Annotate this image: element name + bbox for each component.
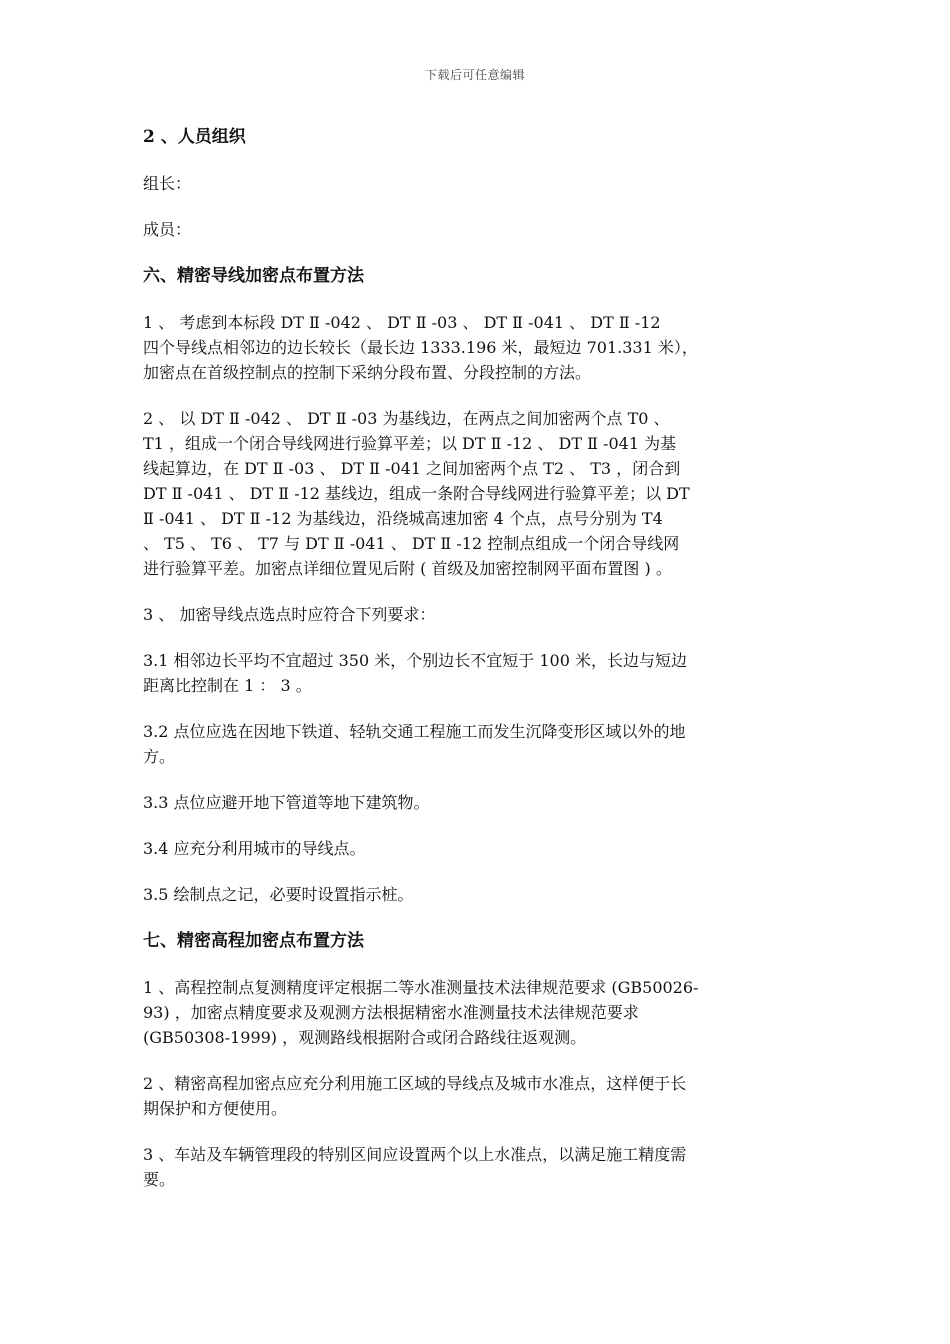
team-leader-line: 组长：	[143, 174, 192, 193]
section-7-item-2: 2 、精密高程加密点应充分利用施工区域的导线点及城市水准点，这样便于长 期保护和方便使用。	[143, 1074, 687, 1118]
section-6-item-2: 2 、 以 DT Ⅱ -042 、 DT Ⅱ -03 为基线边，在两点之间加密两个点 T0 、 T1 ，组成一个闭合导线网进行验算平差；以 DT Ⅱ -12 、 DT Ⅱ -041 为基 线起算边，在 DT Ⅱ -03 、 DT Ⅱ -041 之间加密两个点 T2 、 T3 ，闭合到 DT Ⅱ -041 、 DT Ⅱ -12 基线边，组成一条附合导线网进行验算平差；以 DT Ⅱ -041 、 DT Ⅱ -12 为基线边，沿绕城高速加密 4 个点，点号分别为 T4 、 T5 、 T6 、 T7 与 DT Ⅱ -041 、 DT Ⅱ -12 控制点组成一个闭合导线网 进行验算平差。加密点详细位置见后附 ( 首级及加密控制网平面布置图 ) 。	[143, 409, 690, 578]
section-7-item-1: 1 、高程控制点复测精度评定根据二等水准测量技术法律规范要求 (GB50026- 93) ，加密点精度要求及观测方法根据精密水准测量技术法律规范要求 (GB50308-1999) ，观测路线根据附合或闭合路线往返观测。	[143, 978, 699, 1047]
page-watermark: 下载后可任意编辑	[424, 68, 525, 82]
section-2-personnel-heading: 2 、人员组织	[143, 127, 246, 147]
team-members-line: 成员：	[143, 220, 192, 239]
section-6-heading: 六、精密导线加密点布置方法	[143, 266, 364, 286]
requirement-3-4: 3.4 应充分利用城市的导线点。	[143, 839, 366, 858]
requirement-3-5: 3.5 绘制点之记，必要时设置指示桩。	[143, 885, 414, 904]
document-body	[143, 124, 808, 1213]
requirement-3-1: 3.1 相邻边长平均不宜超过 350 米，个别边长不宜短于 100 米，长边与短边 距离比控制在 1 ： 3 。	[143, 651, 687, 695]
section-6-item-3: 3 、 加密导线点选点时应符合下列要求：	[143, 605, 436, 624]
section-7-item-3: 3 、车站及车辆管理段的特别区间应设置两个以上水准点，以满足施工精度需 要。	[143, 1145, 687, 1189]
requirement-3-3: 3.3 点位应避开地下管道等地下建筑物。	[143, 793, 430, 812]
requirement-3-2: 3.2 点位应选在因地下铁道、轻轨交通工程施工而发生沉降变形区域以外的地 方。	[143, 722, 686, 766]
section-6-item-1: 1 、 考虑到本标段 DT Ⅱ -042 、 DT Ⅱ -03 、 DT Ⅱ -041 、 DT Ⅱ -12 四个导线点相邻边的边长较长（最长边 1333.196 米，最短边 701.331 米）， 加密点在首级控制点的控制下采纳分段布置、分段控制的方法。	[143, 313, 698, 382]
section-7-heading: 七、精密高程加密点布置方法	[143, 931, 364, 951]
